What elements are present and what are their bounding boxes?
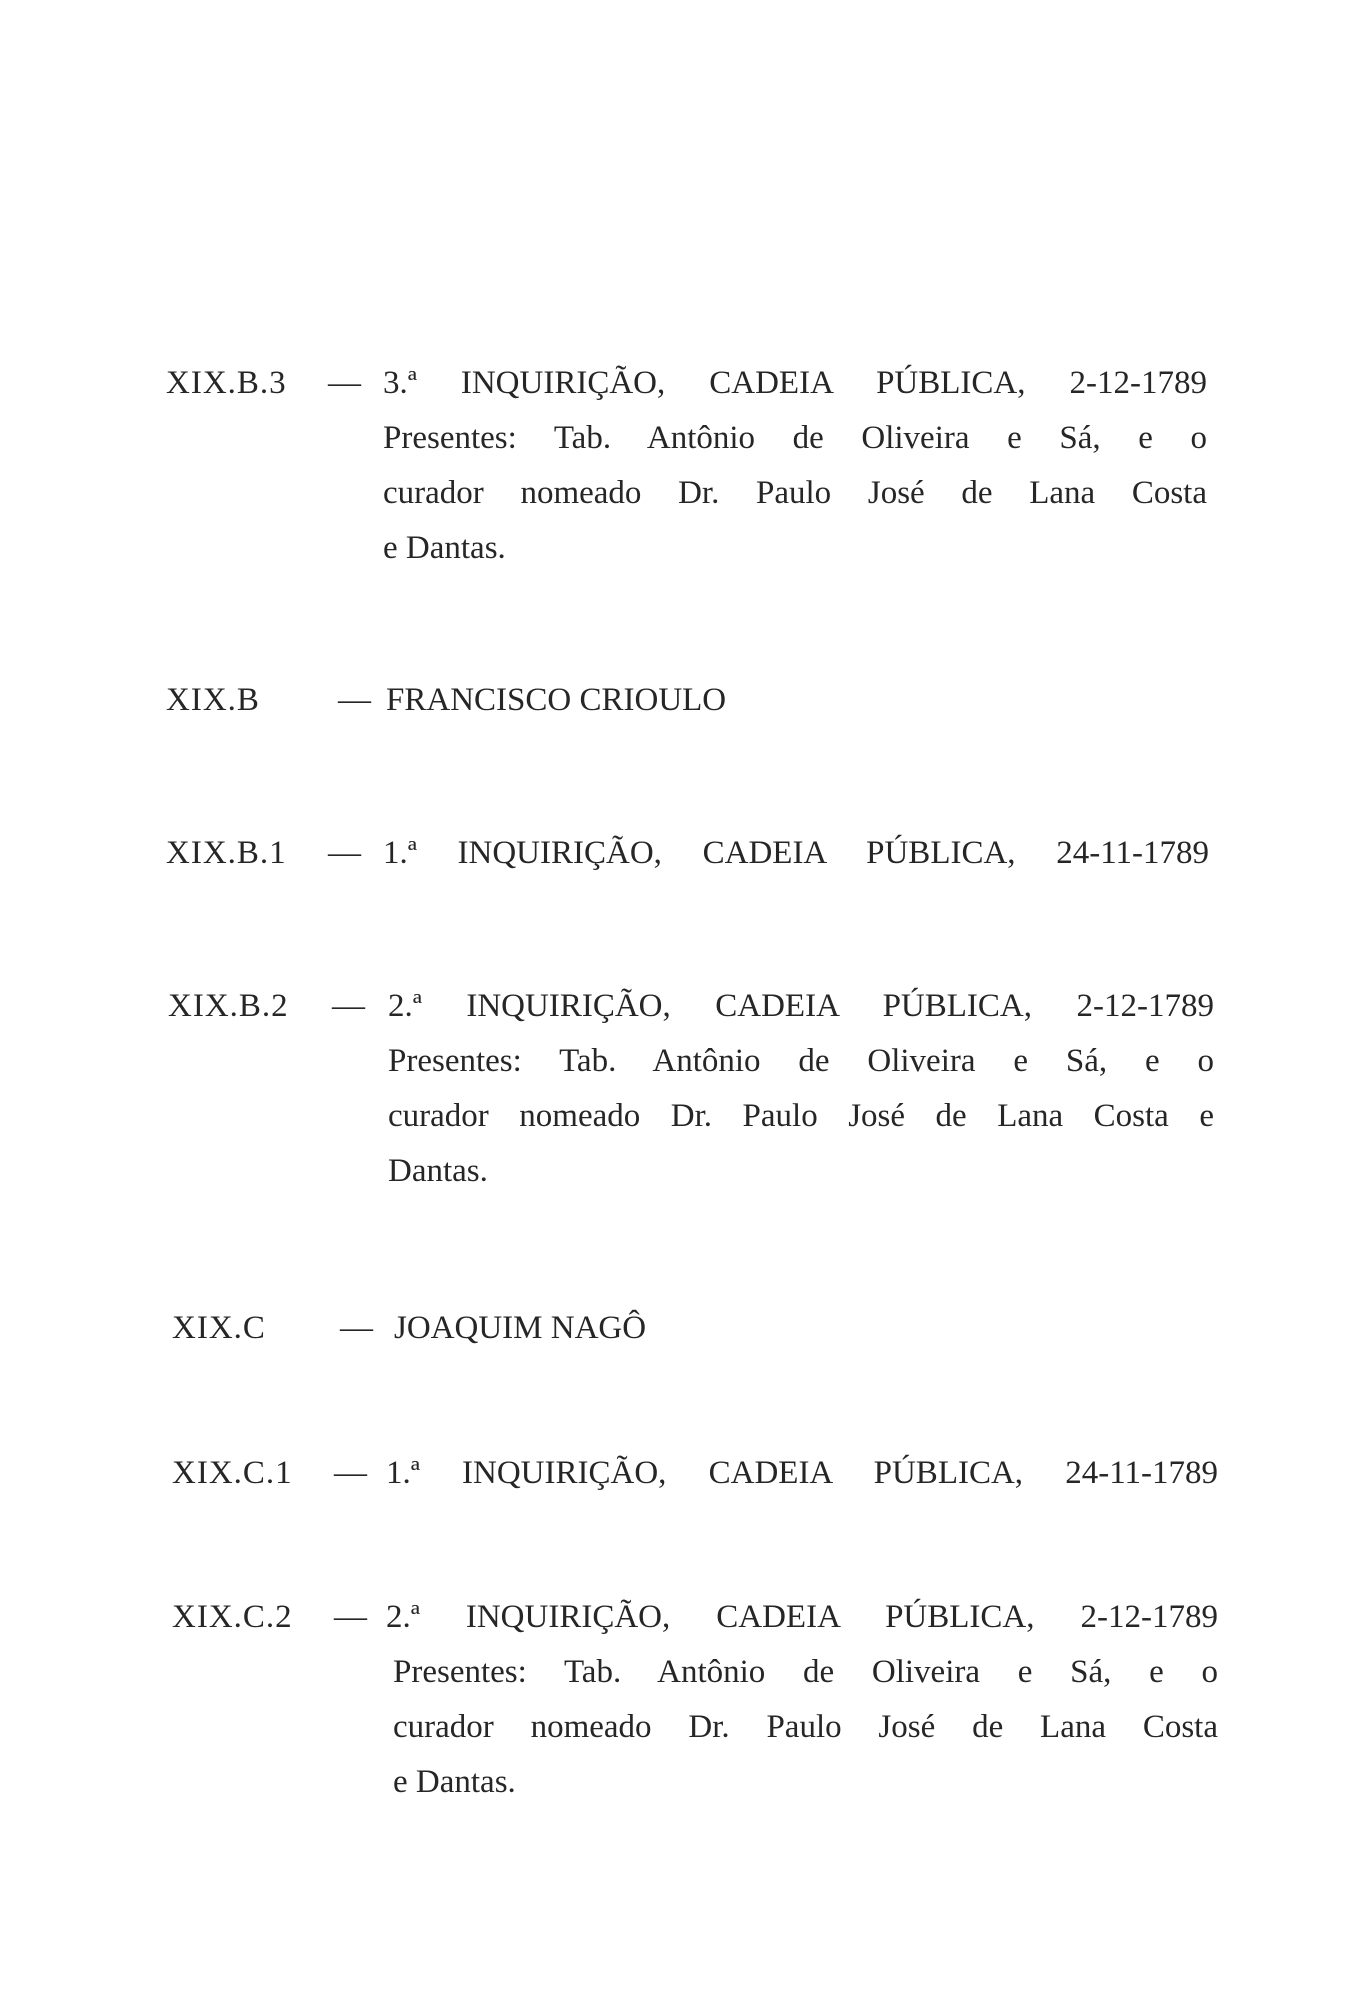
entry-code: XIX.C.2 — [172, 1599, 293, 1635]
entry-text-line: Presentes: Tab. Antônio de Oliveira e Sá, e o — [388, 1043, 1214, 1079]
entry-heading: 2.ª INQUIRIÇÃO, CADEIA PÚBLICA, 2-12-1789 — [386, 1599, 1218, 1635]
em-dash: — — [328, 835, 361, 871]
entry-text-line: e Dantas. — [383, 530, 506, 566]
em-dash: — — [334, 1599, 367, 1635]
entry-text-line: curador nomeado Dr. Paulo José de Lana Costa — [383, 475, 1207, 511]
entry-text-line: Presentes: Tab. Antônio de Oliveira e Sá, e o — [393, 1654, 1218, 1690]
entry-text-line: curador nomeado Dr. Paulo José de Lana Costa e — [388, 1098, 1214, 1134]
entry-heading: JOAQUIM NAGÔ — [394, 1310, 647, 1346]
em-dash: — — [340, 1310, 373, 1346]
entry-text-line: Dantas. — [388, 1153, 488, 1189]
entry-heading: 1.ª INQUIRIÇÃO, CADEIA PÚBLICA, 24-11-1789 — [386, 1455, 1218, 1491]
em-dash: — — [328, 365, 361, 401]
entry-heading: 2.ª INQUIRIÇÃO, CADEIA PÚBLICA, 2-12-1789 — [388, 988, 1214, 1024]
em-dash: — — [334, 1455, 367, 1491]
entry-text-line: Presentes: Tab. Antônio de Oliveira e Sá, e o — [383, 420, 1207, 456]
entry-code: XIX.C.1 — [172, 1455, 293, 1491]
entry-heading: 1.ª INQUIRIÇÃO, CADEIA PÚBLICA, 24-11-1789 — [383, 835, 1209, 871]
entry-code: XIX.B — [166, 682, 260, 718]
entry-text-line: curador nomeado Dr. Paulo José de Lana Costa — [393, 1709, 1218, 1745]
entry-code: XIX.B.2 — [168, 988, 289, 1024]
entry-code: XIX.C — [172, 1310, 266, 1346]
entry-heading: FRANCISCO CRIOULO — [386, 682, 727, 718]
entry-code: XIX.B.1 — [166, 835, 287, 871]
entry-text-line: e Dantas. — [393, 1764, 516, 1800]
entry-code: XIX.B.3 — [166, 365, 287, 401]
em-dash: — — [332, 988, 365, 1024]
entry-heading: 3.ª INQUIRIÇÃO, CADEIA PÚBLICA, 2-12-1789 — [383, 365, 1207, 401]
em-dash: — — [338, 682, 371, 718]
